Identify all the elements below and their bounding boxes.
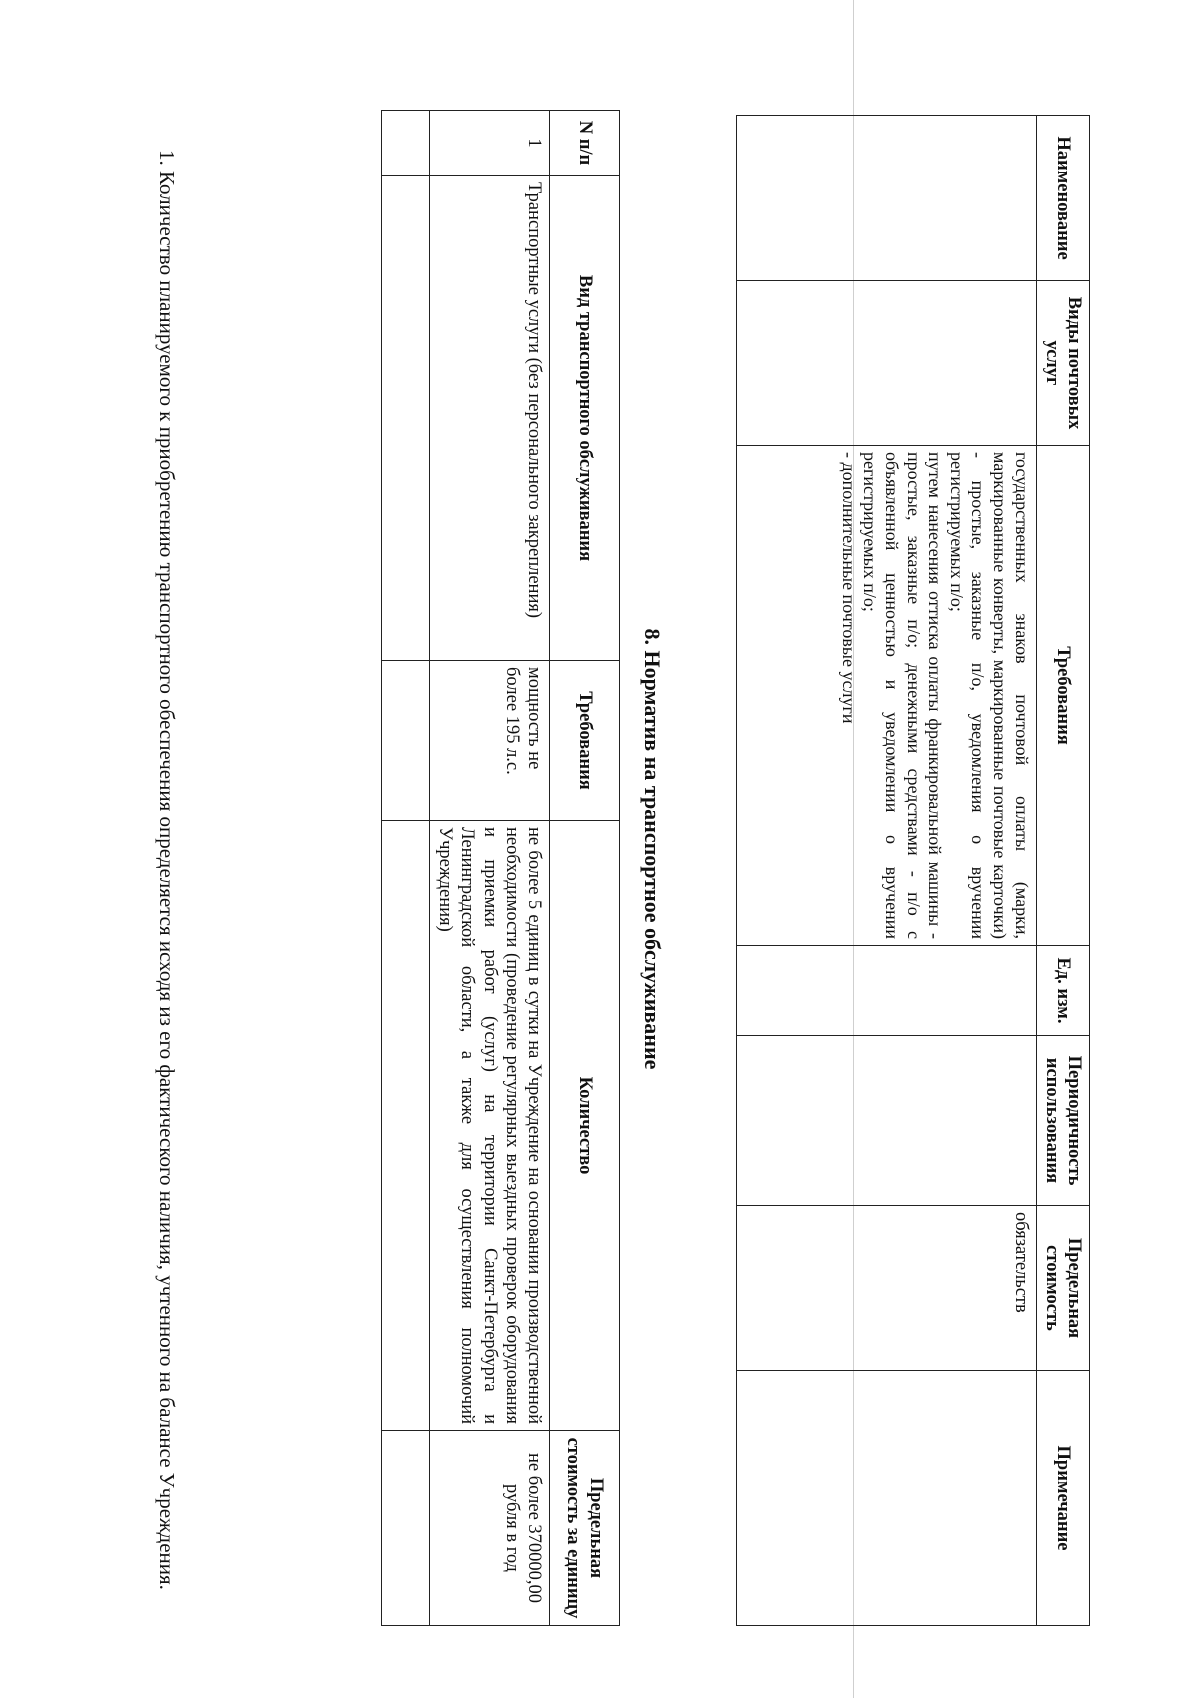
postal-table-header-row [1036, 116, 1089, 1626]
transport-header-requirements: Требования [550, 661, 620, 821]
postal-cell-note [736, 1371, 1036, 1626]
transport-empty-cell [382, 1431, 430, 1626]
transport-header-type: Вид транспортного обслуживания [550, 176, 620, 661]
postal-header-types: Виды почтовых услуг [1036, 281, 1089, 446]
transport-cell-type: Транспортные услуги (без персонального закрепления) [430, 176, 550, 661]
transport-services-table [381, 110, 620, 1626]
postal-requirement-2: путем нанесения оттиска оплаты франкировальной машины - простые, заказные п/о; денежными средствами - п/о с объявленной ценностью и уведомлении о вручении регистрируемых п/о; [860, 452, 946, 939]
postal-cell-periodicity [736, 1036, 1036, 1206]
footnote-paragraph: 1. Количество планируемого к приобретению транспортного обеспечения определяется исходя из его фактического наличия, учтенного на балансе Учреждения. [155, 150, 179, 1590]
postal-services-table [736, 115, 1090, 1626]
postal-header-price: Предельная стоимость [1036, 1206, 1089, 1371]
postal-cell-requirements [736, 446, 1036, 946]
postal-requirement-1: государственных знаков почтовой оплаты (марки, маркированные конверты, маркированные почтовые карточки) - простые, заказные п/о, уведомления о вручении регистрируемых п/о; [946, 452, 1032, 939]
postal-cell-unit [736, 946, 1036, 1036]
postal-table-row [736, 116, 1036, 1626]
transport-table-empty-row [382, 111, 430, 1626]
postal-header-name: Наименование [1036, 116, 1089, 281]
transport-header-price: Предельная стоимость за единицу [550, 1431, 620, 1626]
postal-header-requirements: Требования [1036, 446, 1089, 946]
transport-cell-num: 1 [430, 111, 550, 176]
transport-empty-cell [382, 821, 430, 1431]
postal-header-unit: Ед. изм. [1036, 946, 1089, 1036]
postal-header-periodicity: Периодичность использования [1036, 1036, 1089, 1206]
transport-table-row [430, 111, 550, 1626]
transport-empty-cell [382, 661, 430, 821]
postal-header-note: Примечание [1036, 1371, 1089, 1626]
transport-cell-price: не более 370000,00 рубля в год [430, 1431, 550, 1626]
transport-cell-requirements: мощность не более 195 л.с. [430, 661, 550, 821]
transport-header-num: N п/п [550, 111, 620, 176]
transport-empty-cell [382, 176, 430, 661]
postal-cell-types [736, 281, 1036, 446]
transport-empty-cell [382, 111, 430, 176]
transport-table-header-row [550, 111, 620, 1626]
section-title: 8. Норматив на транспортное обслуживание [640, 628, 665, 1070]
postal-requirement-3: - дополнительные почтовые услуги [838, 452, 859, 724]
transport-header-quantity: Количество [550, 821, 620, 1431]
postal-cell-price: обязательств [736, 1206, 1036, 1371]
transport-cell-quantity: не более 5 единиц в сутки на Учреждение на основании производственной необходимости (проведение регулярных выездных проверок оборудования и приемки работ (услуг) на территории Санкт-Петербурга и Ленинградской области, а также для осуществления полномочий Учреждения) [430, 821, 550, 1431]
postal-cell-name [736, 116, 1036, 281]
